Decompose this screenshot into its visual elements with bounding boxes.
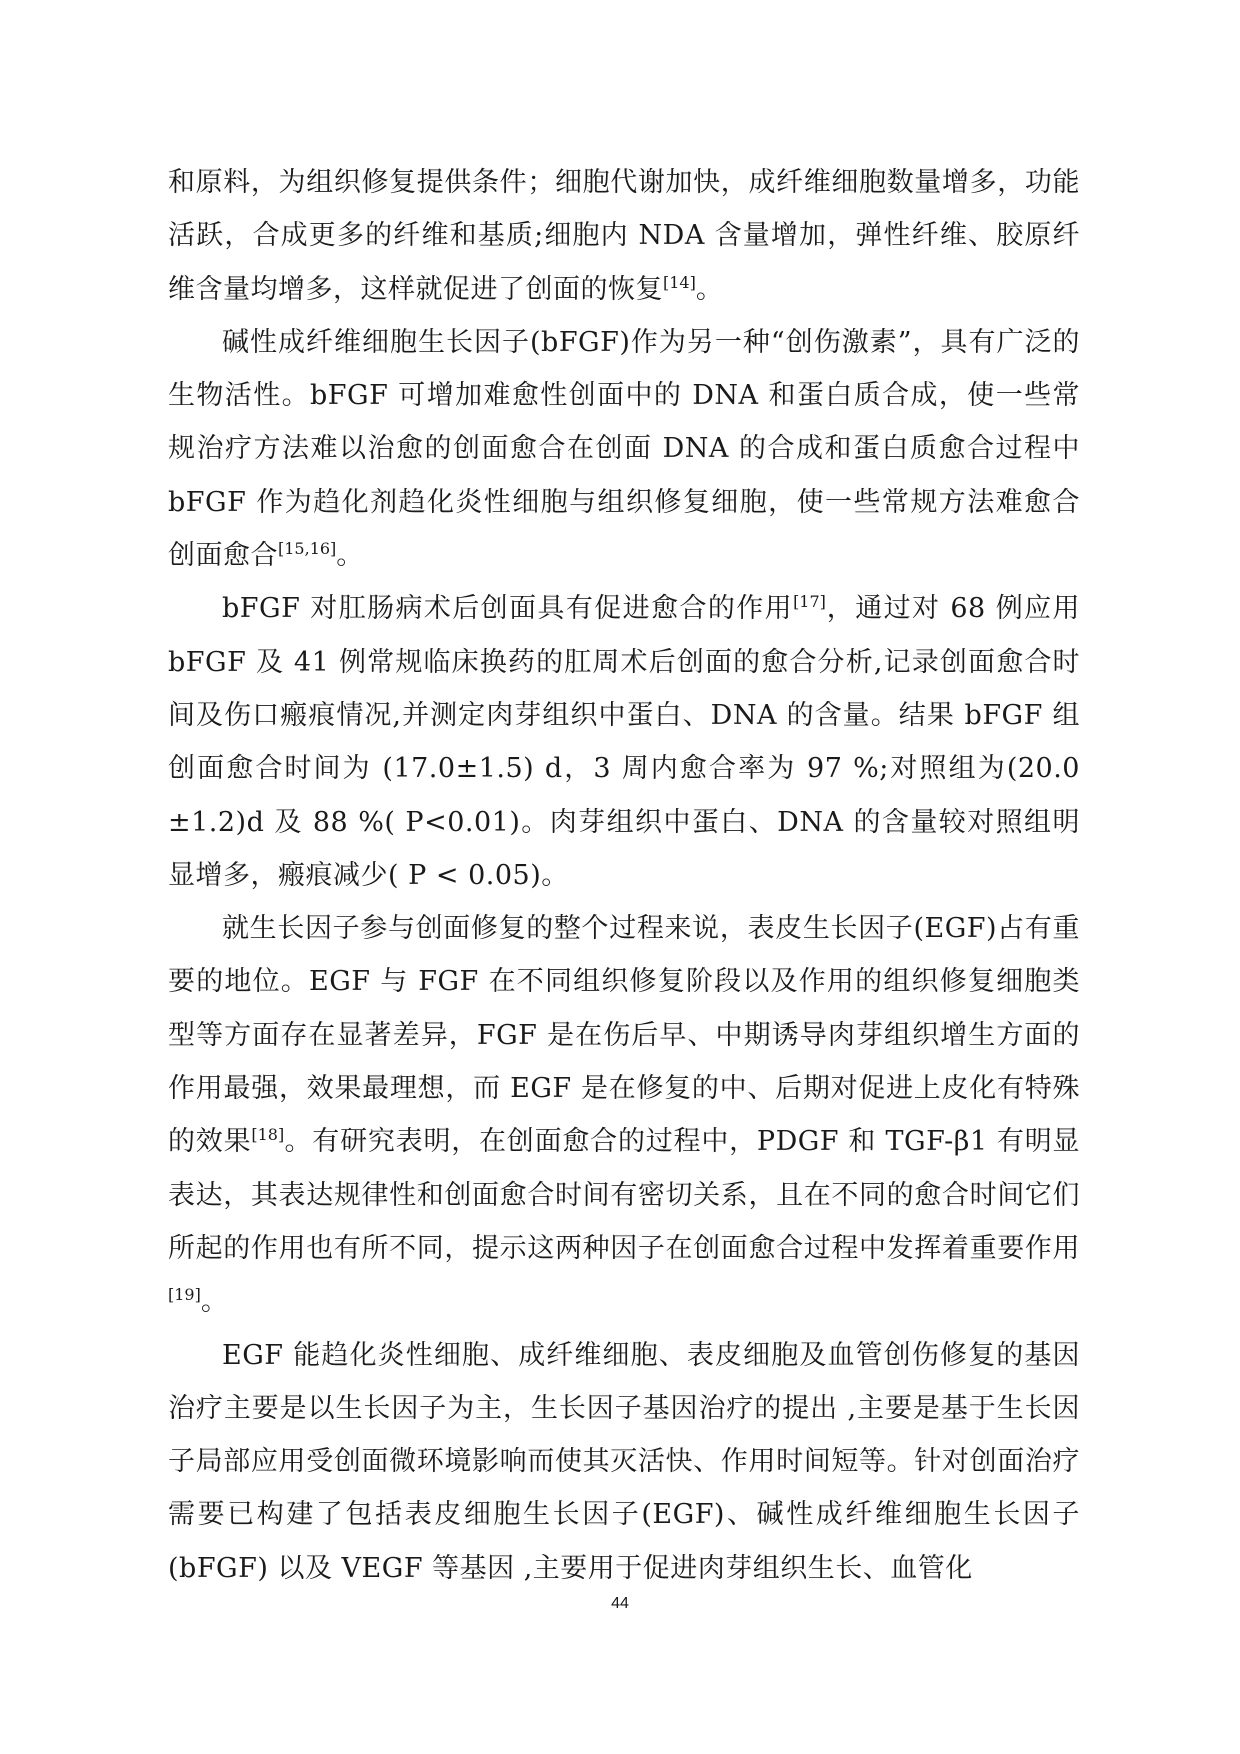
paragraph-5 [168, 1329, 1080, 1595]
paragraph-1-text: 和原料，为组织修复提供条件；细胞代谢加快，成纤维细胞数量增多，功能活跃，合成更多的纤维和基质;细胞内 NDA 含量增加，弹性纤维、胶原纤维含量均增多，这样就促进了创面的恢复 [168, 167, 1080, 305]
citation-17: [17] [793, 592, 826, 612]
citation-19: [19] [168, 1285, 201, 1305]
citation-18: [18] [251, 1125, 285, 1145]
paragraph-4 [168, 902, 1080, 1328]
citation-15-16: [15,16] [278, 539, 337, 559]
paragraph-4-middle: 。有研究表明，在创面愈合的过程中，PDGF 和 TGF-β1 有明显表达，其表达规律性和创面愈合时间有密切关系，且在不同的愈合时间它们所起的作用也有所不同，提示这两种因子在创面愈合过程中发挥着重要作用 [168, 1126, 1081, 1264]
paragraph-3 [168, 582, 1080, 902]
paragraph-3-rest: ，通过对 68 例应用 bFGF 及 41 例常规临床换药的肛周术后创面的愈合分析,记录创面愈合时间及伤口瘢痕情况,并测定肉芽组织中蛋白、DNA 的含量。结果 bFGF 组创面愈合时间为 (17.0±1.5) d，3 周内愈合率为 97 %;对照组为(20.0 ±1.2)d 及 88 %( P<0.01)。肉芽组织中蛋白、DNA 的含量较对照组明显增多，瘢痕减少( P < 0.05)。 [168, 593, 1081, 891]
paragraph-2 [168, 316, 1080, 582]
page-number: 44 [611, 1595, 629, 1612]
paragraph-1 [168, 156, 1080, 316]
paragraph-5-text: EGF 能趋化炎性细胞、成纤维细胞、表皮细胞及血管创伤修复的基因治疗主要是以生长因子为主，生长因子基因治疗的提出 ,主要是基于生长因子局部应用受创面微环境影响而使其灭活快、作用时间短等。针对创面治疗需要已构建了包括表皮细胞生长因子(EGF)、碱性成纤维细胞生长因子(bFGF) 以及 VEGF 等基因 ,主要用于促进肉芽组织生长、血管化 [168, 1339, 1080, 1584]
paragraph-4-end: 。 [200, 1286, 229, 1318]
paragraph-2-end: 。 [336, 540, 364, 572]
paragraph-3-text: bFGF 对肛肠病术后创面具有促进愈合的作用 [222, 593, 794, 625]
paragraph-1-end: 。 [695, 273, 724, 305]
body-text [168, 156, 1080, 1595]
citation-14: [14] [663, 272, 696, 292]
paragraph-2-text: 碱性成纤维细胞生长因子(bFGF)作为另一种“创伤激素”，具有广泛的生物活性。bFGF 可增加难愈性创面中的 DNA 和蛋白质合成，使一些常规治疗方法难以治愈的创面愈合在创面 DNA 的合成和蛋白质愈合过程中 bFGF 作为趋化剂趋化炎性细胞与组织修复细胞，使一些常规方法难愈合创面愈合 [168, 326, 1080, 572]
paragraph-4-text: 就生长因子参与创面修复的整个过程来说，表皮生长因子(EGF)占有重要的地位。EGF 与 FGF 在不同组织修复阶段以及作用的组织修复细胞类型等方面存在显著差异，FGF 是在伤后早、中期诱导肉芽组织增生方面的作用最强，效果最理想，而 EGF 是在修复的中、后期对促进上皮化有特殊的效果 [168, 913, 1080, 1158]
